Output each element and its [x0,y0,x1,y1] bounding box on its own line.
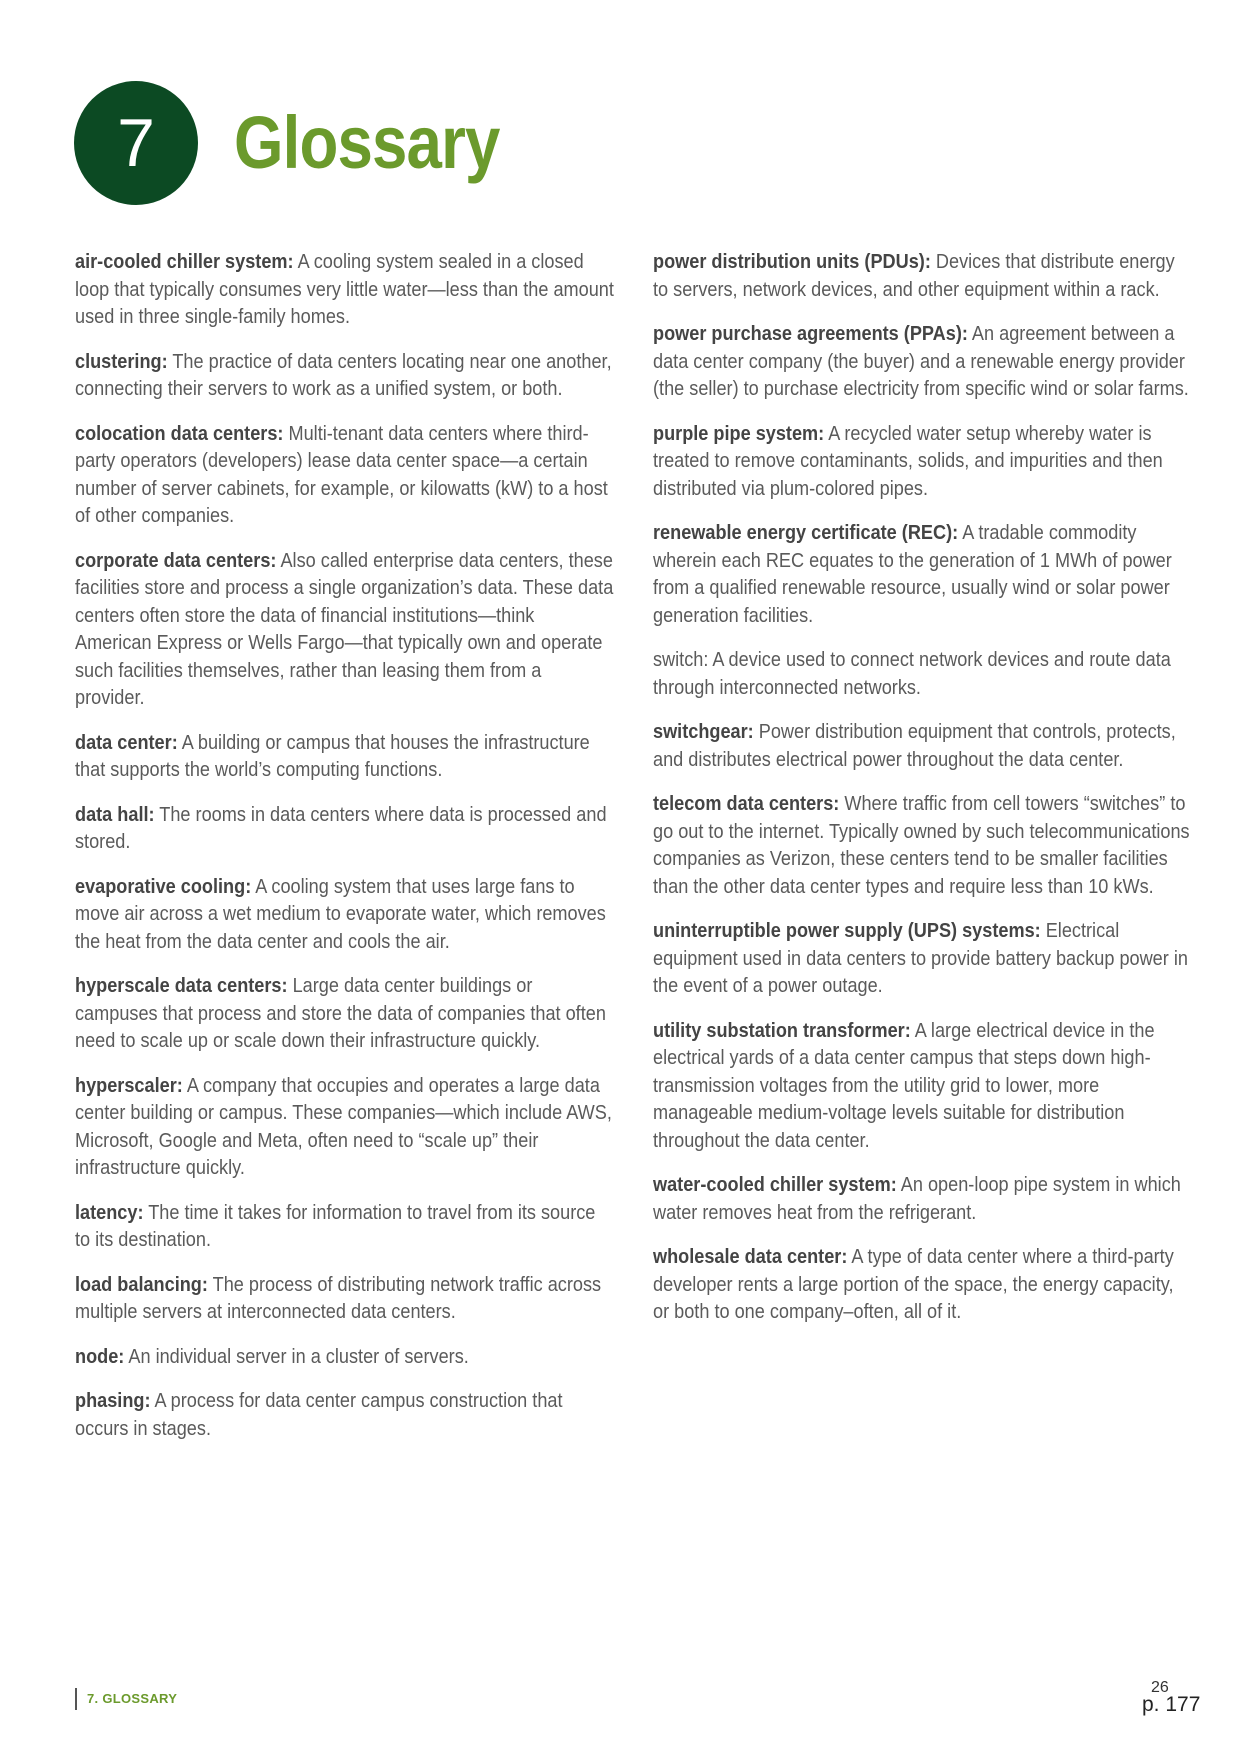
glossary-term: phasing: [75,1389,151,1412]
glossary-term: utility substation transformer: [653,1018,911,1042]
glossary-entry [653,1243,1193,1326]
glossary-term: data hall: [75,802,155,826]
glossary-definition: An agreement between a data center company (the buyer) and a renewable energy provider (the seller) to purchase electricity from specific wind or solar farms. [653,322,1189,400]
glossary-left-column [75,248,615,1459]
glossary-definition: A tradable commodity wherein each REC equates to the generation of 1 MWh of power from a qualified renewable resource, usually wind or solar power generation facilities. [653,521,1172,627]
glossary-entry [75,1199,615,1254]
glossary-definition: Power distribution equipment that controls, protects, and distributes electrical power throughout the data center. [653,720,1176,771]
glossary-term: switchgear: [653,720,754,743]
glossary-entry [653,646,1193,701]
glossary-definition: The process of distributing network traffic across multiple servers at interconnected data centers. [75,1272,602,1323]
glossary-term: telecom data centers: [653,792,840,815]
glossary-definition: The practice of data centers locating near one another, connecting their servers to work as a unified system, or both. [75,349,612,400]
glossary-definition: A cooling system that uses large fans to move air across a wet medium to evaporate water, which removes the heat from the data center and cools the air. [75,874,606,953]
glossary-term: load balancing: [75,1272,208,1296]
glossary-term: uninterruptible power supply (UPS) systems: [653,919,1041,942]
glossary-entry [653,420,1193,503]
glossary-term: node: [75,1344,125,1368]
glossary-entry [75,248,615,331]
glossary-term: evaporative cooling: [75,874,252,898]
page-reference: p. 177 [1142,1693,1201,1716]
glossary-term: water-cooled chiller system: [653,1173,897,1196]
footer-section-label: 7. GLOSSARY [75,1688,177,1710]
glossary-term: purple pipe system: [653,421,825,445]
glossary-entry [653,1017,1193,1155]
glossary-term: data center: [75,730,178,754]
glossary-entry [653,790,1193,900]
glossary-definition: A cooling system sealed in a closed loop that typically consumes very little water—less than the amount used in three single-family homes. [75,250,614,328]
page-number: 26 [1151,1679,1169,1696]
glossary-entry [653,519,1193,629]
glossary-term: colocation data centers: [75,421,284,445]
glossary-entry [75,729,615,784]
glossary-definition: Where traffic from cell towers “switches” to go out to the internet. Typically owned by such telecommunications companies as Verizon, these centers tend to be smaller facilities than the other data center types and require less than 10 kWs. [653,792,1190,898]
glossary-entry [75,348,615,403]
glossary-definition: Devices that distribute energy to servers, network devices, and other equipment within a rack. [653,250,1175,301]
glossary-entry [653,248,1193,303]
glossary-definition: Multi-tenant data centers where third-party operators (developers) lease data center space—a certain number of server cabinets, for example, or kilowatts (kW) to a host of other companies. [75,421,608,527]
glossary-definition: An individual server in a cluster of servers. [124,1344,469,1368]
glossary-right-column [653,248,1193,1343]
glossary-entry [75,972,615,1055]
glossary-definition: The time it takes for information to travel from its source to its destination. [75,1200,596,1251]
glossary-entry [75,1387,615,1442]
glossary-term: power distribution units (PDUs): [653,250,931,273]
glossary-entry [653,718,1193,773]
glossary-term: latency: [75,1200,144,1224]
glossary-definition: Electrical equipment used in data centers to provide battery backup power in the event of a power outage. [653,919,1188,997]
glossary-term: hyperscaler: [75,1073,183,1097]
glossary-definition: A building or campus that houses the infrastructure that supports the world’s computing functions. [75,730,590,781]
glossary-definition: Also called enterprise data centers, these facilities store and process a single organization’s data. These data centers often store the data of financial institutions—think American Express or Wells Fargo—that typically own and operate such facilities themselves, rather than leasing them from a provider. [75,548,614,709]
glossary-term: air-cooled chiller system: [75,250,294,273]
glossary-definition: A recycled water setup whereby water is treated to remove contaminants, solids, and impurities and then distributed via plum-colored pipes. [653,421,1163,500]
glossary-entry [653,1171,1193,1226]
glossary-definition: A type of data center where a third-party developer rents a large portion of the space, the energy capacity, or both to one company–often, all of it. [653,1245,1174,1323]
glossary-definition: A large electrical device in the electrical yards of a data center campus that steps down high-transmission voltages from the utility grid to lower, more manageable medium-voltage levels suitable for distribution throughout the data center. [653,1018,1155,1152]
glossary-entry [75,420,615,530]
glossary-entry [653,320,1193,403]
glossary-definition: A company that occupies and operates a large data center building or campus. These companies—which include AWS, Microsoft, Google and Meta, often need to “scale up” their infrastructure quickly. [75,1073,612,1179]
glossary-entry [653,917,1193,1000]
glossary-entry [75,1271,615,1326]
glossary-term: hyperscale data centers: [75,974,288,997]
chapter-header [74,80,543,205]
glossary-term: wholesale data center: [653,1245,848,1268]
glossary-term: renewable energy certificate (REC): [653,521,959,544]
glossary-term: power purchase agreements (PPAs): [653,322,968,345]
glossary-definition: The rooms in data centers where data is processed and stored. [75,802,607,853]
glossary-entry [75,1343,615,1371]
glossary-entry [75,1072,615,1182]
glossary-term: corporate data centers: [75,548,277,572]
glossary-definition: A process for data center campus construction that occurs in stages. [75,1389,563,1440]
glossary-definition: An open-loop pipe system in which water removes heat from the refrigerant. [653,1173,1181,1224]
page-title: Glossary [234,101,500,184]
glossary-definition: Large data center buildings or campuses that process and store the data of companies that often need to scale up or scale down their infrastructure quickly. [75,974,606,1052]
glossary-definition: switch: A device used to connect network devices and route data through interconnected networks. [653,648,1171,699]
glossary-entry [75,547,615,712]
glossary-term: clustering: [75,349,168,373]
glossary-entry [75,801,615,856]
glossary-entry [75,873,615,956]
chapter-number-badge: 7 [74,81,198,205]
